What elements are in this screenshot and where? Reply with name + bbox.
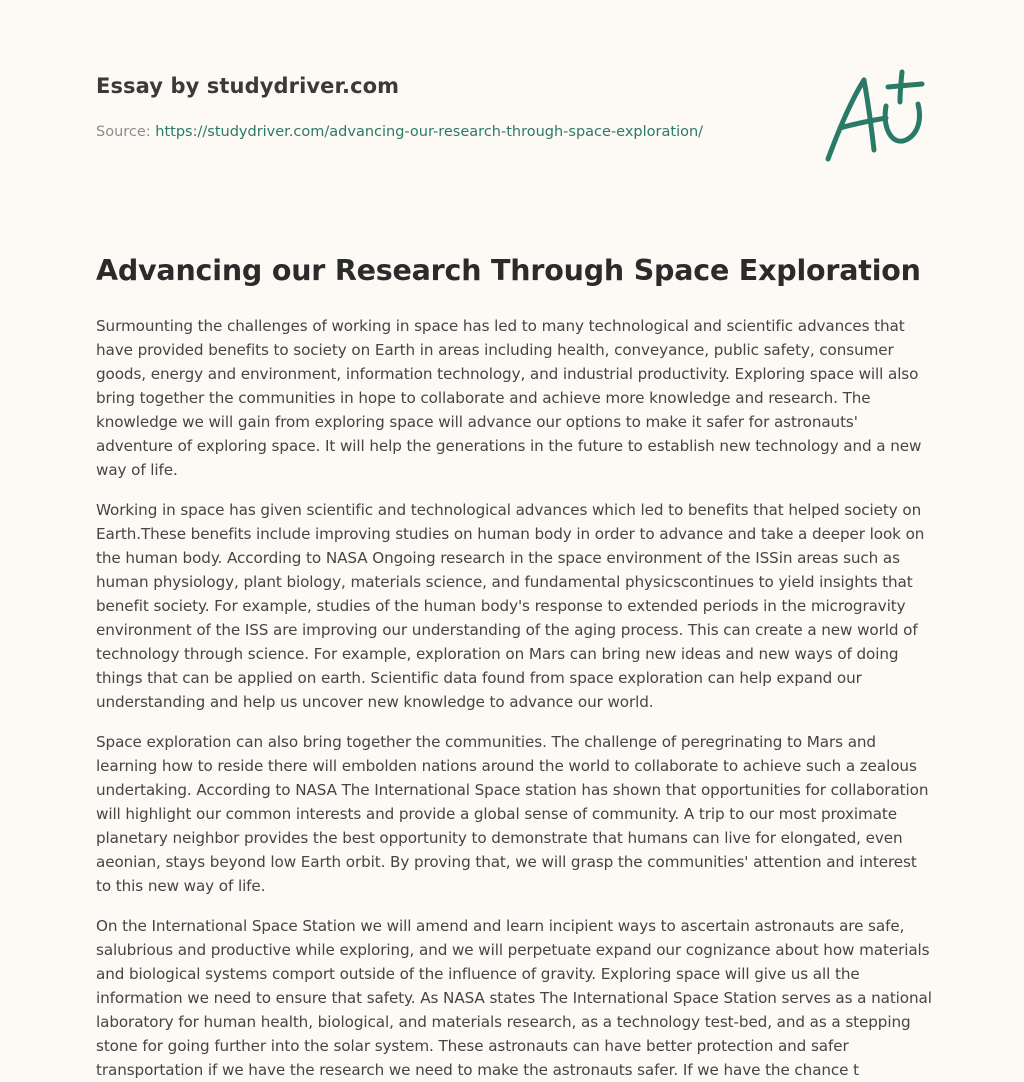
essay-paragraph: On the International Space Station we will amend and learn incipient ways to ascertain astronauts are safe, salubrious and productive while exploring, and we will perpetuate expand our cognizance about how materials and biological systems comport outside of the influence of gravity. Exploring space will give us all the information we need to ensure that safety. As NASA states The International Space Station serves as a national laboratory for human health, biological, and materials research, as a technology test-bed, and as a stepping stone for going further into the solar system. These astronauts can have better protection and safer transportation if we have the research we need to make the astronauts safer. If we have the chance t bbox=[96, 917, 932, 1079]
source-link[interactable]: https://studydriver.com/advancing-our-research-through-space-exploration/ bbox=[155, 124, 704, 140]
source-line bbox=[96, 124, 796, 140]
page-header bbox=[96, 74, 796, 140]
essay-paragraph: Surmounting the challenges of working in space has led to many technological and scientific advances that have provided benefits to society on Earth in areas including health, conveyance, public safety, consumer goods, energy and environment, information technology, and industrial productivity. Exploring space will also bring together the communities in hope to collaborate and achieve more knowledge and research. The knowledge we will gain from exploring space will advance our options to make it safer for astronauts' adventure of exploring space. It will help the generations in the future to establish new technology and a new way of life. bbox=[96, 317, 922, 479]
essay-paragraph: Working in space has given scientific and technological advances which led to benefits that helped society on Earth.These benefits include improving studies on human body in order to advance and take a deeper look on the human body. According to NASA Ongoing research in the space environment of the ISSin areas such as human physiology, plant biology, materials science, and fundamental physicscontinues to yield insights that benefit society. For example, studies of the human body's response to extended periods in the microgravity environment of the ISS are improving our understanding of the aging process. This can create a new world of technology through science. For example, exploration on Mars can bring new ideas and new ways of doing things that can be applied on earth. Scientific data found from space exploration can help expand our understanding and help us uncover new knowledge to advance our world. bbox=[96, 501, 925, 711]
essay-paragraph: Space exploration can also bring together the communities. The challenge of peregrinating to Mars and learning how to reside there will embolden nations around the world to collaborate to achieve such a zealous undertaking. According to NASA The International Space station has shown that opportunities for collaboration will highlight our common interests and provide a global sense of community. A trip to our most proximate planetary neighbor provides the best opportunity to demonstrate that humans can live for elongated, even aeonian, stays beyond low Earth orbit. By proving that, we will grasp the communities' attention and interest to this new way of life. bbox=[96, 733, 929, 895]
essay-title: Advancing our Research Through Space Exploration bbox=[96, 254, 921, 287]
source-label: Source: bbox=[96, 124, 151, 140]
a-plus-logo-icon bbox=[816, 62, 934, 170]
essay-body bbox=[96, 314, 934, 1079]
site-title: Essay by studydriver.com bbox=[96, 74, 400, 98]
